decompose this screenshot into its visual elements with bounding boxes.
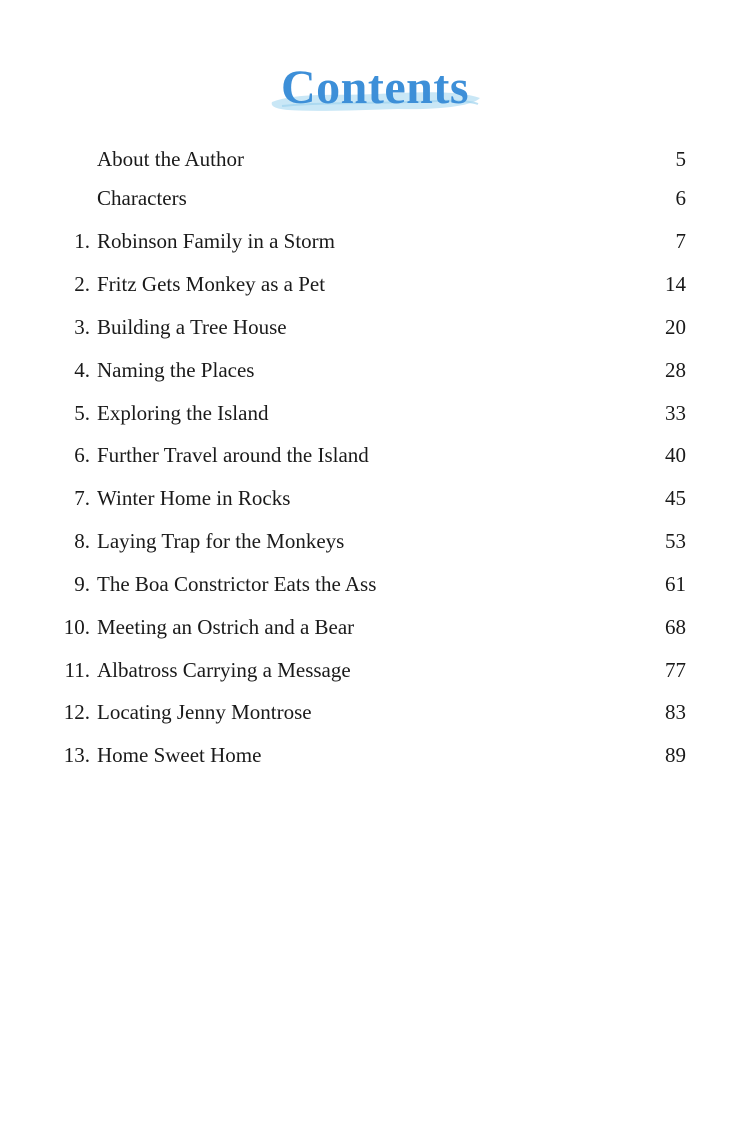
toc-entry-title: The Boa Constrictor Eats the Ass (97, 572, 377, 596)
title-area (0, 52, 750, 122)
toc-entry-number: 12. (63, 700, 90, 724)
toc-entry (0, 526, 750, 556)
toc-entry-title: Robinson Family in a Storm (97, 229, 336, 253)
toc-entry (0, 183, 750, 213)
toc-entry (0, 483, 750, 513)
toc-entry (0, 144, 750, 174)
toc-entry (0, 612, 750, 642)
toc-entry-page: 7 (675, 229, 686, 253)
toc-entry-page: 45 (665, 486, 686, 510)
toc-entry (0, 312, 750, 342)
toc-entry-title: Meeting an Ostrich and a Bear (97, 615, 355, 639)
toc-entry-page: 61 (665, 572, 686, 596)
toc-entry-number: 6. (74, 443, 90, 467)
toc-entry (0, 226, 750, 256)
toc-entry-page: 20 (665, 315, 686, 339)
toc-entry-number: 9. (74, 572, 90, 596)
toc-entry-title: Locating Jenny Montrose (97, 700, 312, 724)
toc-entry-page: 14 (665, 272, 686, 296)
toc-entry (0, 355, 750, 385)
toc-entry-page: 33 (665, 401, 686, 425)
toc-entry-number: 10. (63, 615, 90, 639)
toc-entry-page: 6 (675, 186, 686, 210)
toc-entry-title: Exploring the Island (97, 401, 269, 425)
toc-entry-title: Building a Tree House (97, 315, 287, 339)
toc-entry-number: 3. (74, 315, 90, 339)
toc-entry-page: 40 (665, 443, 686, 467)
toc-entry-number: 1. (74, 229, 90, 253)
toc-entry-page: 28 (665, 358, 686, 382)
toc-entry (0, 740, 750, 770)
toc-entry-title: Further Travel around the Island (97, 443, 369, 467)
toc-entry-title: Albatross Carrying a Message (97, 658, 351, 682)
toc-entry-page: 83 (665, 700, 686, 724)
toc-entry-number: 2. (74, 272, 90, 296)
toc-entry-title: About the Author (97, 147, 244, 171)
toc-entry-title: Winter Home in Rocks (97, 486, 291, 510)
toc-entry (0, 569, 750, 599)
toc-entry-number: 7. (74, 486, 90, 510)
toc-entry-page: 5 (675, 147, 686, 171)
page-title: Contents (280, 61, 469, 114)
toc-entry (0, 697, 750, 727)
toc-entry-number: 11. (64, 658, 90, 682)
toc-entry-number: 4. (74, 358, 90, 382)
toc-entry-page: 68 (665, 615, 686, 639)
toc-entry-page: 53 (665, 529, 686, 553)
toc-entry-title: Fritz Gets Monkey as a Pet (97, 272, 326, 296)
toc-entry (0, 440, 750, 470)
toc-entry-page: 89 (665, 743, 686, 767)
toc-entry (0, 269, 750, 299)
toc-entry-title: Naming the Places (97, 358, 255, 382)
toc-entry-number: 8. (74, 529, 90, 553)
toc-entry (0, 655, 750, 685)
toc-entry-title: Characters (97, 186, 187, 210)
toc-entry-title: Laying Trap for the Monkeys (97, 529, 345, 553)
toc-entry-title: Home Sweet Home (97, 743, 262, 767)
toc-entry-number: 13. (63, 743, 90, 767)
toc-entry-number: 5. (74, 401, 90, 425)
toc-entry-page: 77 (665, 658, 686, 682)
toc-entry (0, 398, 750, 428)
